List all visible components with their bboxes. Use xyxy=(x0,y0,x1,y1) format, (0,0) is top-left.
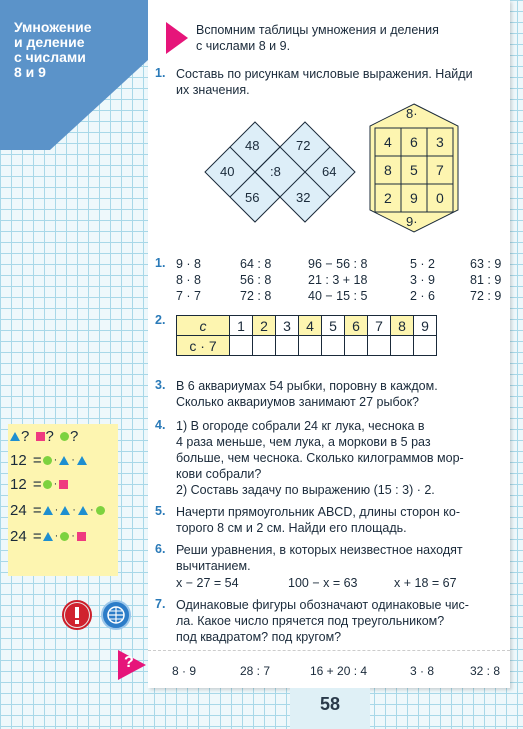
legend-row-1: 12 = · · xyxy=(10,450,87,470)
task-7-line-1: Одинаковые фигуры обозначают одинаковые чис- xyxy=(176,598,469,612)
expression: 72 : 9 xyxy=(470,289,502,303)
table-answer-cell xyxy=(321,335,345,356)
legend-r2-eq: = xyxy=(32,475,42,493)
expression: 7 · 7 xyxy=(176,289,202,303)
warning-exclamation-icon xyxy=(62,600,92,630)
table-answer-cell xyxy=(344,335,368,356)
table-value-cell: 9 xyxy=(413,315,437,336)
intro-line-2: с числами 8 и 9. xyxy=(196,39,291,53)
square-icon xyxy=(36,432,45,441)
equation-2: 100 − x = 63 xyxy=(288,576,358,590)
triangle-icon xyxy=(59,456,69,465)
task-4-line-1: 1) В огороде собрали 24 кг лука, чеснока в xyxy=(176,419,425,433)
expression: 63 : 9 xyxy=(470,257,502,271)
circle-icon xyxy=(43,456,52,465)
pink-triangle-marker-icon xyxy=(166,22,188,54)
task-7-line-3: под квадратом? под кругом? xyxy=(176,630,342,644)
hex-bottom-label: 9· xyxy=(406,214,418,229)
answer-3: 16 + 20 : 4 xyxy=(310,664,368,678)
diamond-cell-center: :8 xyxy=(270,164,281,179)
answer-1: 8 · 9 xyxy=(172,664,197,678)
question-mark: ? xyxy=(124,654,134,671)
table-value-cell: 2 xyxy=(252,315,276,336)
expression: 9 · 8 xyxy=(176,257,202,271)
table-value-cell: 4 xyxy=(298,315,322,336)
legend-q-2: ? xyxy=(45,427,54,445)
expression: 64 : 8 xyxy=(240,257,272,271)
task-b1-number: 1. xyxy=(155,256,166,270)
expression: 81 : 9 xyxy=(470,273,502,287)
table-value-cell: 1 xyxy=(229,315,253,336)
table-value-cell: 5 xyxy=(321,315,345,336)
legend-row-4: 24 = · · xyxy=(10,526,86,546)
answers-divider xyxy=(148,650,510,651)
table-answer-cell xyxy=(298,335,322,356)
task-4-line-5: 2) Составь задачу по выражению (15 : 3) · 2. xyxy=(176,483,435,497)
triangle-icon xyxy=(78,506,88,515)
table-answer-cell xyxy=(413,335,437,356)
task-7-number: 7. xyxy=(155,597,166,611)
expression: 72 : 8 xyxy=(240,289,272,303)
table-row2-label: c · 7 xyxy=(176,335,230,356)
task-1-number: 1. xyxy=(155,66,166,80)
hex-cell: 8 xyxy=(384,162,392,178)
square-icon xyxy=(77,532,86,541)
answer-5: 32 : 8 xyxy=(470,664,501,678)
diamond-cell-top-left: 48 xyxy=(245,138,260,153)
expression: 56 : 8 xyxy=(240,273,272,287)
hex-cell: 3 xyxy=(436,134,444,150)
table-value-cell: 8 xyxy=(390,315,414,336)
task-4-number: 4. xyxy=(155,418,166,432)
page-number: 58 xyxy=(319,694,341,714)
expression: 3 · 9 xyxy=(410,273,436,287)
task-2-number: 2. xyxy=(155,313,166,327)
topic-title xyxy=(14,20,134,80)
hex-top-label: 8· xyxy=(406,106,418,121)
table-value-cell: 7 xyxy=(367,315,391,336)
task-4-line-4: кови собрали? xyxy=(176,467,262,481)
triangle-icon xyxy=(43,506,53,515)
task-5-number: 5. xyxy=(155,504,166,518)
legend-q-3: ? xyxy=(70,427,79,445)
hex-cell: 5 xyxy=(410,162,418,178)
diamond-cell-mid-left: 40 xyxy=(220,164,235,179)
task-5-line-2: торого 8 см и 2 см. Найди его площадь. xyxy=(176,521,407,535)
legend-header-row xyxy=(10,426,78,446)
hex-cell: 6 xyxy=(410,134,418,150)
intro-line-1: Вспомним таблицы умножения и деления xyxy=(196,23,439,37)
expression: 5 · 2 xyxy=(410,257,436,271)
legend-row-3: 24 = · · · xyxy=(10,500,105,520)
triangle-icon xyxy=(60,506,70,515)
hex-cell: 2 xyxy=(384,190,392,206)
triangle-icon xyxy=(43,532,53,541)
task-3-line-1: В 6 аквариумах 54 рыбки, поровну в каждом. xyxy=(176,379,438,393)
legend-r4-eq: = xyxy=(32,527,42,545)
topic-line-2: и деление xyxy=(14,34,85,50)
answer-4: 3 · 8 xyxy=(410,664,435,678)
hex-cell: 9 xyxy=(410,190,418,206)
task-4-line-3: больше, чем чеснока. Сколько килограммов мор- xyxy=(176,451,464,465)
topic-line-3: с числами xyxy=(14,49,86,65)
circle-icon xyxy=(60,532,69,541)
legend-row-2: 12 = · xyxy=(10,474,68,494)
topic-line-1: Умножение xyxy=(14,19,92,35)
answer-2: 28 : 7 xyxy=(240,664,271,678)
task-7-line-2: ла. Какое число прячется под треугольником? xyxy=(176,614,445,628)
table-answer-cell xyxy=(229,335,253,356)
legend-r3-value: 24 xyxy=(10,501,27,519)
expression: 21 : 3 + 18 xyxy=(308,273,368,287)
globe-grid-icon xyxy=(101,600,131,630)
expression: 96 − 56 : 8 xyxy=(308,257,368,271)
diamond-cell-mid-right: 64 xyxy=(322,164,337,179)
task-6-line-2: вычитанием. xyxy=(176,559,251,573)
task-4-line-2: 4 раза меньше, чем лука, а моркови в 5 раз xyxy=(176,435,431,449)
diamond-cell-bottom-right: 32 xyxy=(296,190,311,205)
topic-line-4: 8 и 9 xyxy=(14,64,46,80)
table-answer-cell xyxy=(252,335,276,356)
triangle-icon xyxy=(77,456,87,465)
table-row1-label: c xyxy=(176,315,230,336)
triangle-icon xyxy=(10,432,20,441)
task-6-number: 6. xyxy=(155,542,166,556)
diamond-cell-bottom-left: 56 xyxy=(245,190,260,205)
expression: 2 · 6 xyxy=(410,289,436,303)
shapes-legend-box xyxy=(8,424,118,576)
task-6-line-1: Реши уравнения, в которых неизвестное находят xyxy=(176,543,463,557)
circle-icon xyxy=(43,480,52,489)
legend-r2-value: 12 xyxy=(10,475,27,493)
table-value-cell: 6 xyxy=(344,315,368,336)
hex-cell: 4 xyxy=(384,134,392,150)
expression: 8 · 8 xyxy=(176,273,202,287)
legend-r4-value: 24 xyxy=(10,527,27,545)
circle-icon xyxy=(96,506,105,515)
table-answer-cell xyxy=(367,335,391,356)
legend-r1-eq: = xyxy=(32,451,42,469)
legend-r3-eq: = xyxy=(32,501,42,519)
table-value-cell: 3 xyxy=(275,315,299,336)
hex-cell: 7 xyxy=(436,162,444,178)
square-icon xyxy=(59,480,68,489)
task-5-line-1: Начерти прямоугольник ABCD, длины сторон ко- xyxy=(176,505,461,519)
expression: 40 − 15 : 5 xyxy=(308,289,368,303)
task-3-line-2: Сколько аквариумов занимают 27 рыбок? xyxy=(176,395,419,409)
task-1-line-2: их значения. xyxy=(176,83,250,97)
task-1-line-1: Составь по рисункам числовые выражения. Найди xyxy=(176,67,473,81)
hex-cell: 0 xyxy=(436,190,444,206)
legend-r1-value: 12 xyxy=(10,451,27,469)
table-answer-cell xyxy=(275,335,299,356)
task-3-number: 3. xyxy=(155,378,166,392)
diamond-cell-top-right: 72 xyxy=(296,138,311,153)
equation-3: x + 18 = 67 xyxy=(394,576,457,590)
circle-icon xyxy=(60,432,69,441)
equation-1: x − 27 = 54 xyxy=(176,576,239,590)
legend-q-1: ? xyxy=(21,427,30,445)
table-answer-cell xyxy=(390,335,414,356)
